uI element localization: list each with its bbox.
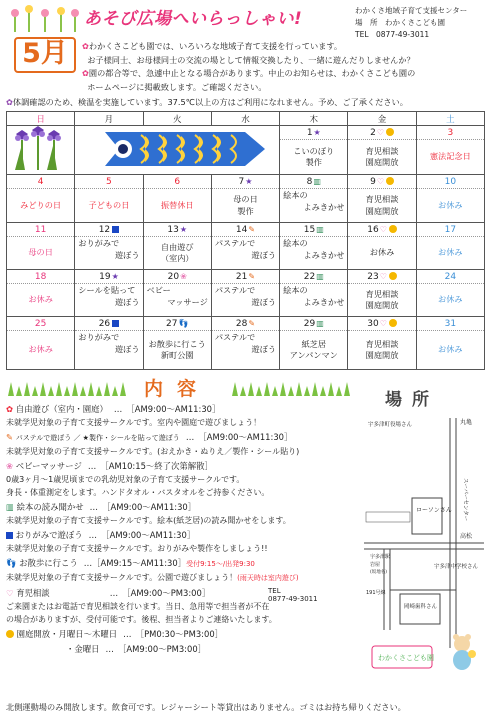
calendar-day bbox=[280, 175, 348, 223]
map-label: 宇多津中学校さん bbox=[434, 564, 479, 570]
baby-icon: ❀ bbox=[180, 272, 187, 281]
circle-icon bbox=[389, 272, 397, 280]
star-icon: ★ bbox=[179, 225, 188, 234]
calendar-day bbox=[348, 270, 416, 317]
flower-bullet-icon: ✿ bbox=[82, 41, 89, 51]
calendar-day bbox=[348, 126, 416, 175]
activity-time: …［AM9:15～AM11:30］ bbox=[83, 558, 187, 568]
circle-icon bbox=[386, 177, 394, 185]
list-item bbox=[6, 643, 362, 656]
event-text: 子どもの日 bbox=[88, 199, 130, 210]
org-name: わかくさ地域子育て支援センター bbox=[355, 6, 468, 15]
calendar-day bbox=[280, 223, 348, 270]
weekday-header: 木 bbox=[280, 112, 348, 126]
event-text: よみきかせ bbox=[303, 201, 345, 212]
book-icon: ▥ bbox=[6, 502, 14, 512]
calendar-day bbox=[143, 175, 211, 223]
list-item bbox=[6, 501, 362, 527]
activity-name: 園庭開放・月曜日～木曜日 bbox=[16, 629, 118, 639]
calendar-day bbox=[75, 223, 143, 270]
calendar-day bbox=[348, 317, 416, 370]
activity-list bbox=[6, 403, 362, 658]
calendar-day bbox=[416, 317, 484, 370]
tel-number: 0877-49-3011 bbox=[268, 595, 318, 603]
square-icon bbox=[112, 226, 119, 233]
calendar-day bbox=[211, 317, 279, 370]
day-number: 10 bbox=[417, 175, 484, 189]
activity-desc: 0歳3ヶ月～1歳児頃までの乳幼児対象の子育て支援サークルです。 bbox=[6, 475, 245, 484]
notice-text: 体調確認のため、検温を実施しています。37.5℃以上の方はご利用になれません。予め、ご了承ください。 bbox=[12, 97, 408, 107]
flower-decoration-icon bbox=[6, 2, 84, 34]
activity-time: … ［PM0:30～PM3:00］ bbox=[123, 629, 224, 639]
event-text: （室内） bbox=[160, 253, 194, 263]
list-item bbox=[6, 587, 362, 626]
activity-time: … ［AM9:00～AM11:30］ bbox=[88, 530, 196, 540]
calendar-day bbox=[211, 270, 279, 317]
event-text: 憲法記念日 bbox=[429, 151, 471, 162]
calendar-day bbox=[143, 270, 211, 317]
day-number: 17 bbox=[417, 223, 484, 237]
day-number: 28 bbox=[235, 319, 248, 329]
day-number: 19 bbox=[99, 272, 111, 282]
square-icon bbox=[112, 320, 119, 327]
day-number: 4 bbox=[7, 175, 74, 189]
calendar-day bbox=[75, 175, 143, 223]
map-label: スーパーセンター bbox=[462, 478, 468, 522]
event-text: 製作 bbox=[305, 157, 322, 167]
event-text: 遊ぼう bbox=[114, 296, 140, 307]
list-item bbox=[6, 557, 362, 585]
day-number: 24 bbox=[417, 270, 484, 284]
weekday-header: 土 bbox=[416, 112, 484, 126]
heart-icon: ♡ bbox=[379, 319, 387, 328]
map-label: (坂地名) bbox=[370, 570, 388, 575]
heart-icon: ♡ bbox=[6, 588, 14, 598]
event-text: 母の日 bbox=[28, 247, 53, 258]
intro-line: ホームページに掲載致します。ご確認ください。 bbox=[87, 81, 267, 92]
calendar-day bbox=[416, 175, 484, 223]
day-number: 30 bbox=[367, 319, 379, 329]
footprint-icon: 👣 bbox=[178, 319, 189, 328]
day-number: 13 bbox=[167, 225, 179, 235]
calendar-day bbox=[7, 270, 75, 317]
event-text: 遊ぼう bbox=[251, 249, 277, 260]
event-text: 母の日 bbox=[233, 194, 258, 204]
iris-flower-icon bbox=[7, 126, 75, 172]
event-text: お休み bbox=[438, 344, 463, 355]
pastel-icon: ✎ bbox=[6, 432, 14, 442]
event-text: パステルで bbox=[214, 285, 256, 295]
event-text: お休み bbox=[438, 199, 463, 210]
day-number: 16 bbox=[367, 225, 379, 235]
calendar-day bbox=[143, 223, 211, 270]
list-item bbox=[6, 431, 362, 458]
event-text: こいのぼり bbox=[293, 145, 335, 156]
event-text: 遊ぼう bbox=[114, 343, 140, 354]
intro-line: お子様同士、お母様同士の交流の場として情報交換したり、一緒に遊んだりしませんか？ bbox=[87, 54, 415, 65]
day-number: 29 bbox=[303, 319, 316, 329]
activity-name: お散歩に行こう bbox=[19, 558, 78, 568]
calendar-day bbox=[280, 317, 348, 370]
day-number: 27 bbox=[165, 319, 178, 329]
intro-text bbox=[82, 40, 482, 94]
event-text: お休み bbox=[369, 247, 395, 258]
book-icon: ▥ bbox=[316, 272, 324, 281]
pastel-icon: ✎ bbox=[248, 319, 256, 328]
map-label: 高松 bbox=[460, 533, 473, 540]
activity-desc: の場合がありますが、受付可能です。後程、担当者よりご連絡いたします。 bbox=[6, 615, 277, 624]
map-label: 宇多津町役場さん bbox=[368, 422, 413, 428]
day-number: 23 bbox=[367, 272, 379, 282]
day-number: 5 bbox=[75, 175, 142, 189]
book-icon: ▥ bbox=[313, 177, 321, 186]
calendar-day bbox=[7, 317, 75, 370]
day-number: 15 bbox=[303, 225, 316, 235]
event-text: 遊ぼう bbox=[251, 343, 277, 354]
star-icon: ★ bbox=[245, 177, 253, 186]
event-text: お休み bbox=[28, 294, 53, 305]
day-number: 8 bbox=[306, 177, 313, 187]
day-number: 31 bbox=[417, 317, 484, 331]
map-label: 宇多津駅 bbox=[370, 554, 391, 560]
event-text: よみきかせ bbox=[303, 296, 345, 307]
map-label: 191号線 bbox=[366, 590, 386, 596]
calendar-day bbox=[211, 223, 279, 270]
book-icon: ▥ bbox=[316, 225, 324, 234]
activity-name: パステルで遊ぼう ／ ★製作・シールを貼って遊ぼう bbox=[15, 434, 180, 442]
list-item bbox=[6, 403, 362, 429]
event-text: パステルで bbox=[214, 238, 256, 248]
intro-line: わかくさこども園では、いろいろな地域子育て支援を行っています。 bbox=[88, 41, 343, 51]
day-number: 9 bbox=[370, 177, 376, 187]
event-text: 育児相談 bbox=[365, 194, 399, 204]
calendar-day bbox=[280, 126, 348, 175]
weekday-header: 水 bbox=[211, 112, 279, 126]
activity-name: 自由遊び（室内・園庭） bbox=[15, 404, 108, 414]
bear-icon bbox=[453, 634, 476, 670]
map-label: 岡崎歯科さん bbox=[404, 604, 438, 610]
calendar-day bbox=[75, 270, 143, 317]
book-icon: ▥ bbox=[316, 319, 324, 328]
day-number: 21 bbox=[235, 272, 248, 282]
calendar-cell-empty bbox=[7, 126, 75, 175]
content-title: 内容 bbox=[144, 378, 211, 400]
event-text: ベビー bbox=[146, 285, 171, 295]
calendar-day bbox=[416, 126, 484, 175]
activity-desc: 未就学児対象の子育て支援サークルです。(おえかき・ぬりえ／製作・シール貼り) bbox=[6, 447, 300, 456]
event-text: 園庭開放 bbox=[365, 300, 399, 310]
org-tel: TEL 0877-49-3011 bbox=[355, 30, 430, 39]
activity-time: … ［AM9:00～PM3:00］ bbox=[105, 644, 207, 654]
heart-icon: ♡ bbox=[376, 128, 384, 137]
event-text: 遊ぼう bbox=[114, 249, 140, 260]
event-text: 絵本の bbox=[283, 190, 308, 200]
tel-info bbox=[268, 587, 318, 603]
event-text: パステルで bbox=[214, 332, 256, 342]
day-number: 18 bbox=[7, 270, 74, 284]
activity-time: … ［AM9:00～PM3:00］ bbox=[109, 588, 211, 598]
day-number: 11 bbox=[7, 223, 74, 237]
content-section-header bbox=[6, 374, 356, 398]
circle-icon bbox=[386, 128, 394, 136]
event-text: おりがみで bbox=[78, 238, 120, 248]
event-text: みどりの日 bbox=[20, 199, 62, 210]
event-text: アンパンマン bbox=[289, 350, 338, 360]
pastel-icon: ✎ bbox=[248, 272, 256, 281]
calendar-day bbox=[280, 270, 348, 317]
footer-note: 北側運動場のみ開放します。飲食可です。レジャーシート等貸出はありません。ゴミはお持ち帰りください。 bbox=[6, 702, 406, 712]
map-label: 岩屋 bbox=[370, 562, 381, 568]
weekday-header: 火 bbox=[143, 112, 211, 126]
calendar-day bbox=[416, 270, 484, 317]
heart-icon: ♡ bbox=[379, 225, 387, 234]
activity-desc: 未就学児対象の子育て支援サークルです。絵本(紙芝居)の読み聞かせをします。 bbox=[6, 516, 291, 525]
weekday-header: 月 bbox=[75, 112, 143, 126]
activity-time: … ［AM10:15～終了次第解散］ bbox=[87, 461, 213, 471]
event-text: 紙芝居 bbox=[301, 338, 327, 349]
month-label: 5月 bbox=[14, 37, 76, 73]
event-text: 遊ぼう bbox=[251, 296, 277, 307]
map-label: ローソンさん bbox=[416, 507, 452, 514]
event-text: お休み bbox=[438, 247, 463, 258]
list-item bbox=[6, 460, 362, 499]
event-text: マッサージ bbox=[167, 296, 208, 307]
event-text: 育児相談 bbox=[365, 288, 399, 299]
school-name: わかくさこども園 bbox=[378, 654, 434, 662]
circle-icon bbox=[6, 630, 14, 638]
star-icon: ★ bbox=[111, 272, 119, 281]
calendar-day bbox=[75, 317, 143, 370]
activity-desc: 未就学児対象の子育て支援サークルです。公園で遊びましょう！ bbox=[6, 573, 238, 582]
event-text: 育児相談 bbox=[365, 145, 399, 156]
activity-time: … ［AM9:00～AM11:30］ bbox=[185, 432, 293, 442]
calendar-day bbox=[348, 175, 416, 223]
event-text: 自由遊び bbox=[160, 241, 194, 252]
flower-bullet-icon: ✿ bbox=[6, 97, 13, 107]
page-title: あそび広場へいらっしゃい! bbox=[84, 9, 303, 29]
event-text: 製作 bbox=[237, 205, 254, 216]
weekday-header: 金 bbox=[348, 112, 416, 126]
calendar-day bbox=[7, 175, 75, 223]
calendar-day bbox=[211, 175, 279, 223]
list-item bbox=[6, 529, 362, 555]
star-icon: ★ bbox=[313, 128, 321, 137]
flower-bullet-icon: ✿ bbox=[82, 68, 89, 78]
event-text: おりがみで bbox=[78, 332, 120, 342]
event-text: 絵本の bbox=[283, 285, 308, 295]
event-text: 園庭開放 bbox=[365, 157, 399, 167]
calendar bbox=[6, 111, 485, 370]
activity-name: ・金曜日 bbox=[66, 644, 100, 654]
activity-time: … ［AM9:00～AM11:30］ bbox=[113, 404, 221, 414]
day-number: 7 bbox=[238, 177, 245, 187]
day-number: 14 bbox=[235, 225, 248, 235]
day-number: 2 bbox=[370, 128, 376, 138]
calendar-day bbox=[416, 223, 484, 270]
activity-name: おりがみで遊ぼう bbox=[15, 530, 83, 540]
pastel-icon: ✎ bbox=[248, 225, 256, 234]
event-text: お休み bbox=[28, 344, 53, 355]
heart-icon: ♡ bbox=[379, 272, 387, 281]
calendar-cell-empty bbox=[75, 126, 280, 175]
org-place: 場 所 わかくさこども園 bbox=[355, 18, 445, 27]
org-info bbox=[355, 5, 467, 41]
koinobori-icon bbox=[75, 126, 275, 172]
list-item bbox=[6, 628, 362, 641]
day-number: 12 bbox=[98, 225, 111, 235]
footprint-icon: 👣 bbox=[6, 558, 17, 568]
activity-name: 絵本の読み聞かせ bbox=[16, 502, 84, 512]
day-number: 22 bbox=[303, 272, 316, 282]
activity-desc: ご来園またはお電話で育児相談を行います。当日、急用等で担当者が不在 bbox=[6, 602, 270, 611]
event-text: よみきかせ bbox=[303, 249, 345, 260]
calendar-day bbox=[348, 223, 416, 270]
activity-name: ベビーマッサージ bbox=[15, 461, 82, 471]
square-icon bbox=[6, 532, 13, 539]
location-map bbox=[360, 408, 488, 678]
event-text: 育児相談 bbox=[365, 338, 399, 349]
day-number: 1 bbox=[306, 128, 313, 138]
calendar-day bbox=[143, 317, 211, 370]
activity-note: (雨天時は室内遊び) bbox=[237, 574, 299, 582]
day-number: 3 bbox=[417, 126, 484, 140]
tel-label: TEL bbox=[268, 587, 281, 595]
event-text: 絵本の bbox=[283, 238, 308, 248]
calendar-day bbox=[7, 223, 75, 270]
event-text: お休み bbox=[438, 294, 463, 305]
intro-line: 園の都合等で、急遽中止となる場合があります。中止のお知らせは、わかくさこども園の bbox=[88, 68, 416, 78]
day-number: 20 bbox=[167, 272, 180, 282]
circle-icon bbox=[389, 319, 397, 327]
activity-note: 受付9:15～/出発9:30 bbox=[186, 560, 255, 568]
baby-icon: ❀ bbox=[6, 461, 14, 471]
event-text: 新町公園 bbox=[160, 350, 194, 360]
notice bbox=[6, 97, 486, 108]
day-number: 25 bbox=[7, 317, 74, 331]
activity-desc: 未就学児対象の子育て支援サークルです。おりがみや製作をしましょう!! bbox=[6, 544, 268, 553]
event-text: 振替休日 bbox=[160, 199, 194, 210]
event-text: お散歩に行こう bbox=[148, 338, 206, 349]
flower-icon: ✿ bbox=[6, 404, 14, 414]
event-text: 園庭開放 bbox=[365, 350, 399, 360]
activity-desc: 身長・体重測定をします。ハンドタオル・バスタオルをご持参ください。 bbox=[6, 488, 270, 497]
activity-desc: 未就学児対象の子育て支援サークルです。室内や園庭で遊びましょう！ bbox=[6, 418, 262, 427]
heart-icon: ♡ bbox=[376, 177, 384, 186]
activity-time: … ［AM9:00～AM11:30］ bbox=[89, 502, 197, 512]
day-number: 6 bbox=[144, 175, 211, 189]
event-text: シールを貼って bbox=[78, 285, 136, 295]
activity-name: 育児相談 bbox=[16, 588, 50, 598]
event-text: 園庭開放 bbox=[365, 205, 399, 216]
day-number: 26 bbox=[98, 319, 111, 329]
location-title: 場所 bbox=[385, 390, 439, 410]
circle-icon bbox=[389, 225, 397, 233]
map-label: 丸亀 bbox=[460, 419, 473, 426]
weekday-header: 日 bbox=[7, 112, 75, 126]
